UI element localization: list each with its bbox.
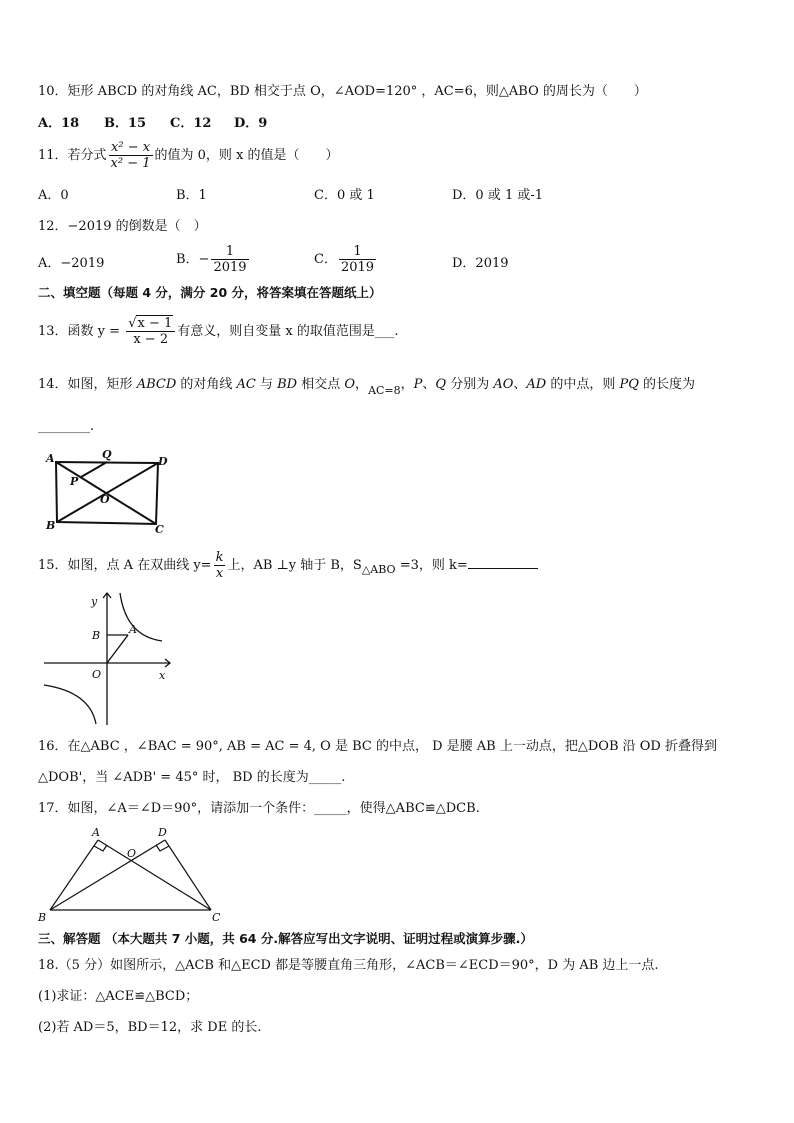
segment-ba — [50, 840, 98, 910]
q17-triangles-figure — [34, 823, 234, 927]
q10-option-d: D．9 — [234, 116, 268, 131]
label-a: A — [92, 826, 100, 839]
q12-option-c-label: C． — [314, 252, 337, 267]
label-d: D — [158, 826, 167, 839]
label-o: O — [127, 847, 137, 860]
label-b: B — [38, 911, 47, 924]
segment-ao — [107, 635, 128, 663]
q12-c-den: 2019 — [340, 260, 375, 275]
q12-option-c — [314, 244, 378, 275]
label-o: O — [100, 493, 110, 506]
q14-text: 相交点 — [297, 377, 345, 392]
question-10-text: 10．矩形 ABCD 的对角线 AC，BD 相交于点 O，∠AOD=120° ，AC=6，则△ABO 的周长为（ ） — [38, 84, 647, 99]
segment-ac — [98, 840, 211, 910]
section-2-heading: 二、填空题（每题 4 分，满分 20 分，将答案填在答题纸上） — [38, 285, 382, 300]
question-11 — [38, 140, 339, 171]
question-13 — [38, 316, 398, 347]
label-c: C — [212, 911, 221, 924]
q14-text: 14．如图，矩形 — [38, 377, 137, 392]
q12-b-den: 2019 — [213, 260, 247, 275]
q14-rectangle-figure — [38, 445, 178, 535]
q14-text: ， — [400, 377, 414, 392]
q14-p: P — [413, 377, 423, 392]
segment-cd — [165, 840, 211, 910]
q12-option-b — [176, 244, 251, 275]
q15-subscript: △ABO — [361, 563, 396, 576]
q15-fraction-num: k — [215, 550, 224, 565]
right-angle-mark-a — [94, 845, 107, 851]
q14-text: 的长度为 — [638, 377, 696, 392]
label-p: P — [70, 475, 79, 488]
question-18: 18.（5 分）如图所示，△ACB 和△ECD 都是等腰直角三角形，∠ACB＝∠ECD＝90°，D 为 AB 边上一点. — [38, 958, 659, 973]
section-3-heading: 三、解答题 （本大题共 7 小题，共 64 分.解答应写出文字说明、证明过程或演算步骤.） — [38, 931, 533, 946]
q14-text: 与 — [255, 377, 278, 392]
question-11-prefix: 11．若分式 — [38, 148, 107, 163]
q10-option-c: C．12 — [170, 116, 212, 131]
q10-option-a: A．18 — [38, 116, 80, 131]
q11-option-d: D．0 或 1 或-1 — [452, 188, 544, 203]
q11-option-b: B．1 — [176, 188, 207, 203]
label-o: O — [92, 668, 102, 681]
q14-ao: AO — [493, 377, 514, 392]
label-y: y — [91, 595, 98, 608]
q13-sqrt-content: x − 1 — [137, 316, 173, 331]
q14-q: Q — [435, 377, 447, 392]
q11-fraction-num: x² − x — [109, 140, 153, 156]
question-14-answer-blank: ________. — [38, 419, 95, 434]
question-18-part-1: (1)求证：△ACE≌△BCD； — [38, 989, 199, 1004]
q14-ad: AD — [526, 377, 547, 392]
q15-hyperbola-figure — [42, 588, 177, 728]
question-13-suffix: 有意义，则自变量 x 的取值范围是___. — [177, 324, 399, 339]
q14-text: 、 — [513, 377, 527, 392]
question-11-suffix: 的值为 0，则 x 的值是（ ） — [154, 148, 339, 163]
q15-fraction-den: x — [215, 566, 224, 581]
q12-option-c-fraction — [339, 244, 376, 275]
q14-text: ， — [355, 377, 369, 392]
right-angle-mark-d — [156, 845, 169, 851]
q14-text: 的中点，则 — [546, 377, 620, 392]
segment-pq — [81, 462, 107, 477]
label-a: A — [46, 452, 55, 465]
q11-fraction — [109, 140, 153, 171]
label-b: B — [46, 519, 56, 532]
question-10 — [38, 83, 647, 101]
q12-option-b-label: B．− — [176, 252, 210, 267]
question-17: 17．如图，∠A＝∠D＝90°，请添加一个条件：_____，使得△ABC≌△DCB. — [38, 801, 480, 816]
question-15-prefix: 15．如图，点 A 在双曲线 y= — [38, 558, 212, 573]
q11-option-c: C．0 或 1 — [314, 188, 375, 203]
q12-option-a: A．−2019 — [38, 256, 105, 271]
question-14 — [38, 376, 696, 397]
label-a: A — [129, 623, 137, 636]
label-c: C — [155, 523, 164, 535]
question-16-line-2: △DOB'，当 ∠ADB' = 45° 时， BD 的长度为_____. — [38, 770, 346, 785]
label-x: x — [159, 669, 166, 682]
segment-db — [50, 840, 165, 910]
label-b: B — [92, 629, 101, 642]
question-18-part-2: (2)若 AD＝5，BD＝12，求 DE 的长. — [38, 1020, 262, 1035]
q14-text: 分别为 — [446, 377, 494, 392]
q12-option-d: D．2019 — [452, 256, 509, 271]
q13-fraction-den: x − 2 — [133, 332, 169, 347]
label-d: D — [158, 455, 168, 468]
question-12: 12．−2019 的倒数是（ ） — [38, 219, 207, 234]
hyperbola-branch-1 — [120, 593, 162, 641]
q14-o: O — [344, 377, 356, 392]
q10-option-b: B．15 — [104, 116, 147, 131]
q14-text: 、 — [422, 377, 436, 392]
question-15-mid: 上，AB ⊥y 轴于 B，S — [227, 558, 362, 573]
q13-fraction — [126, 316, 175, 347]
q14-ac: AC — [236, 377, 256, 392]
q14-abcd: ABCD — [136, 377, 177, 392]
question-16-line-1: 16．在△ABC ，∠BAC = 90°, AB = AC = 4, O 是 BC 的中点， D 是腰 AB 上一动点，把△DOB 沿 OD 折叠得到 — [38, 739, 717, 754]
q12-c-num: 1 — [339, 244, 376, 260]
q14-pq: PQ — [619, 377, 639, 392]
label-q: Q — [102, 448, 112, 461]
q14-text: 的对角线 — [176, 377, 237, 392]
question-15 — [38, 550, 538, 581]
q15-fraction — [214, 550, 226, 581]
q13-fraction-num: √x − 1 — [126, 316, 175, 332]
q11-fraction-den: x² − 1 — [110, 156, 151, 171]
q12-b-num: 1 — [211, 244, 248, 260]
question-15-suffix: =3，则 k= — [395, 558, 468, 573]
q15-answer-blank — [468, 556, 538, 569]
q11-option-a: A．0 — [38, 188, 69, 203]
q12-option-b-fraction — [211, 244, 248, 275]
hyperbola-branch-2 — [44, 685, 96, 724]
q14-ac8: AC=8 — [368, 384, 401, 397]
q14-bd: BD — [277, 377, 298, 392]
question-13-prefix: 13．函数 y = — [38, 324, 125, 339]
